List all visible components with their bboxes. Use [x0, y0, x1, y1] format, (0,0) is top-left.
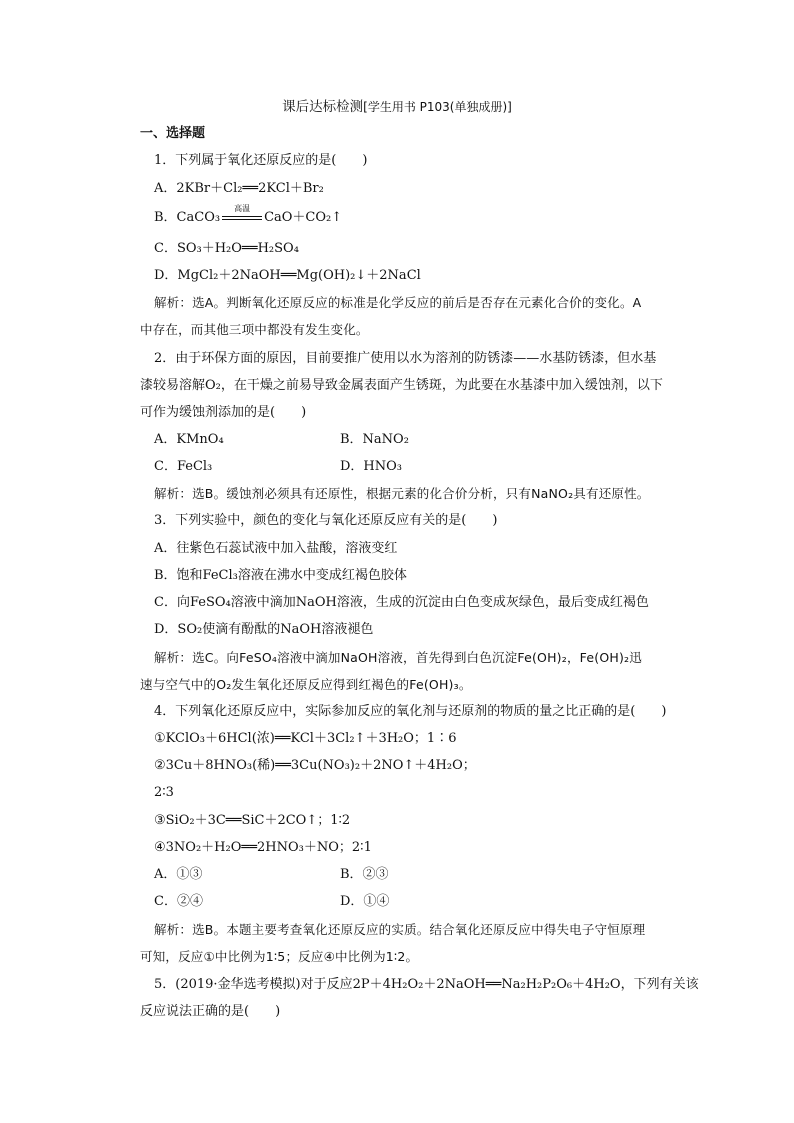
q4-reaction-3: ③SiO₂＋3C══SiC＋2CO↑；1∶2	[154, 813, 351, 828]
q4-explanation-2: 可知，反应①中比例为1∶5；反应④中比例为1∶2。	[140, 949, 419, 964]
q2-stem-1: 2．由于环保方面的原因，目前要推广使用以水为溶剂的防锈漆——水基防锈漆，但水基	[154, 351, 657, 366]
q4-reaction-2-ratio: 2∶3	[154, 785, 174, 800]
q2-option-d: D．HNO₃	[340, 459, 403, 474]
q4-option-c: C．②④	[154, 894, 203, 909]
q2-explanation: 解析：选B。缓蚀剂必须具有还原性，根据元素的化合价分析，只有NaNO₂具有还原性。	[154, 486, 650, 501]
q5-stem-1: 5．(2019·金华选考模拟)对于反应2P＋4H₂O₂＋2NaOH══Na₂H₂P₂O₆＋4H₂O，下列有关该	[154, 977, 699, 992]
q3-explanation-1: 解析：选C。向FeSO₄溶液中滴加NaOH溶液，首先得到白色沉淀Fe(OH)₂，Fe(OH)₂迅	[154, 650, 642, 665]
q4-stem: 4．下列氧化还原反应中，实际参加反应的氧化剂与还原剂的物质的量之比正确的是( )	[154, 704, 667, 719]
q1-option-a: A．2KBr＋Cl₂══2KCl＋Br₂	[154, 181, 324, 196]
q1-option-b	[154, 204, 343, 227]
q3-explanation-2: 速与空气中的O₂发生氧化还原反应得到红褐色的Fe(OH)₃。	[140, 677, 472, 692]
q2-stem-3: 可作为缓蚀剂添加的是( )	[140, 405, 307, 420]
q1-option-d: D．MgCl₂＋2NaOH══Mg(OH)₂↓＋2NaCl	[154, 268, 421, 283]
q2-option-a: A．KMnO₄	[154, 432, 224, 447]
section-heading: 一、选择题	[140, 126, 206, 141]
q4-explanation-1: 解析：选B。本题主要考查氧化还原反应的实质。结合氧化还原反应中得失电子守恒原理	[154, 922, 646, 937]
q1-explanation-2: 中存在，而其他三项中都没有发生变化。	[140, 322, 369, 337]
title-subtitle: [学生用书 P103(单独成册)]	[363, 100, 512, 114]
page-title	[0, 98, 794, 116]
q4-option-d: D．①④	[340, 894, 390, 909]
q1-option-b-right: CaO＋CO₂↑	[264, 210, 343, 225]
q2-option-b: B．NaNO₂	[340, 432, 409, 447]
q4-option-a: A．①③	[154, 867, 203, 882]
q1-option-b-left: B．CaCO₃	[154, 210, 221, 225]
q3-stem: 3．下列实验中，颜色的变化与氧化还原反应有关的是( )	[154, 513, 498, 528]
condition-label: 高温	[234, 204, 251, 213]
q1-option-c: C．SO₃＋H₂O══H₂SO₄	[154, 241, 299, 256]
reaction-condition	[222, 204, 262, 227]
q2-option-c: C．FeCl₃	[154, 459, 213, 474]
q3-option-c: C．向FeSO₄溶液中滴加NaOH溶液，生成的沉淀由白色变成灰绿色，最后变成红褐色	[154, 595, 649, 610]
title-main: 课后达标检测	[282, 99, 364, 115]
q4-reaction-1: ①KClO₃＋6HCl(浓)══KCl＋3Cl₂↑＋3H₂O；1∶6	[154, 731, 457, 746]
q1-stem: 1．下列属于氧化还原反应的是( )	[154, 153, 368, 168]
q3-option-a: A．往紫色石蕊试液中加入盐酸，溶液变红	[154, 541, 398, 556]
q5-stem-2: 反应说法正确的是( )	[140, 1004, 281, 1019]
q4-option-b: B．②③	[340, 867, 389, 882]
q3-option-d: D．SO₂使滴有酚酞的NaOH溶液褪色	[154, 622, 374, 637]
q2-stem-2: 漆较易溶解O₂，在干燥之前易导致金属表面产生锈斑，为此要在水基漆中加入缓蚀剂，以下	[140, 378, 663, 393]
q4-reaction-4: ④3NO₂＋H₂O══2HNO₃＋NO；2∶1	[154, 840, 372, 855]
q4-reaction-2: ②3Cu＋8HNO₃(稀)══3Cu(NO₃)₂＋2NO↑＋4H₂O；	[154, 758, 476, 773]
q1-explanation-1: 解析：选A。判断氧化还原反应的标准是化学反应的前后是否存在元素化合价的变化。A	[154, 295, 642, 310]
q3-option-b: B．饱和FeCl₃溶液在沸水中变成红褐色胶体	[154, 568, 407, 583]
